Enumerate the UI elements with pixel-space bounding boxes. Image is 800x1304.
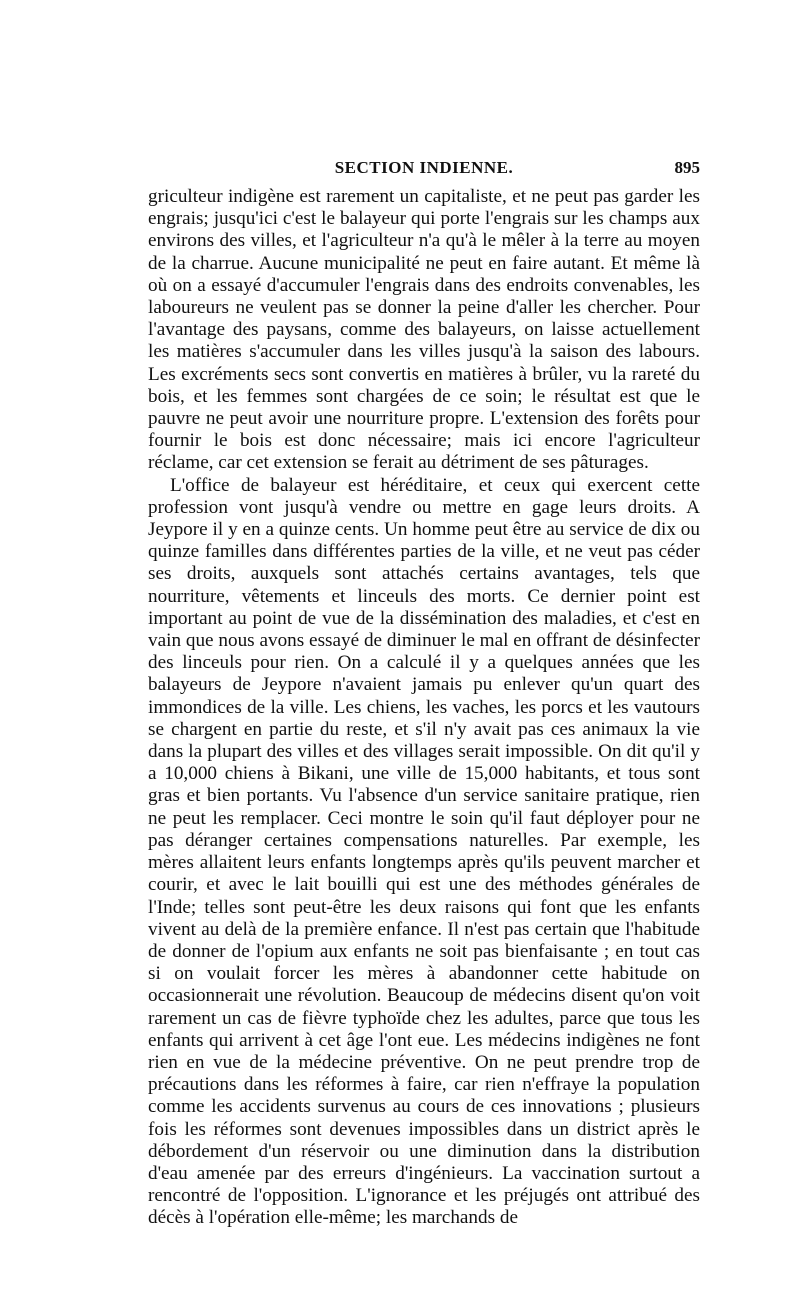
paragraph-balayeur: L'office de balayeur est héréditaire, et ceux qui exercent cette profession vont jusqu'à vendre ou mettre en gage leurs droits. A Jeypore il y en a quinze cents. Un homme peut être au service de dix ou quinze familles dans différentes parties de la ville, et ne veut pas céder ses droits, auxquels sont attachés certains avantages, tels que nourriture, vêtements et linceuls des morts. Ce dernier point est important au point de vue de la dissémination des maladies, et c'est en vain que nous avons essayé de diminuer le mal en offrant de désinfecter des linceuls pour rien. On a calculé il y a quelques années que les balayeurs de Jeypore n'avaient jamais pu enlever qu'un quart des immondices de la ville. Les chiens, les vaches, les porcs et les vautours se chargent en partie du reste, et s'il n'y avait pas ces animaux la vie dans la plupart des villes et des villages serait impossible. On dit qu'il y a 10,000 chiens à Bikani, une ville de 15,000 habitants, et tous sont gras et bien portants. Vu l'absence d'un service sanitaire pratique, rien ne peut les remplacer. Ceci montre le soin qu'il faut déployer pour ne pas déranger certaines compensations naturelles. Par exemple, les mères allaitent leurs enfants longtemps après qu'ils peuvent marcher et courir, et avec le lait bouilli qui est une des méthodes générales de l'Inde; telles sont peut-être les deux raisons qui font que les enfants vivent au delà de la première enfance. Il n'est pas certain que l'habitude de donner de l'opium aux enfants ne soit pas bienfaisante ; en tout cas si on voulait forcer les mères à abandonner cette habitude on occasionnerait une révolution. Beaucoup de médecins disent qu'on voit rarement un cas de fièvre typhoïde chez les adultes, parce que tous les enfants qui arrivent à cet âge l'ont eue. Les médecins indigènes ne font rien en vue de la médecine préventive. On ne peut prendre trop de précautions dans les réformes à faire, car rien n'effraye la population comme les accidents survenus au cours de ces innovations ; plusieurs fois les réformes sont devenues impossibles dans un district après le débordement d'un réservoir ou une diminution dans la distribution d'eau amenée par des erreurs d'ingénieurs. La vaccination surtout a rencontré de l'opposition. L'ignorance et les préjugés ont attribué des décès à l'opération elle-même; les marchands de bbox=[148, 474, 700, 1229]
running-title: SECTION INDIENNE. bbox=[334, 158, 514, 177]
paragraph-engrais: griculteur indigène est rarement un capitaliste, et ne peut pas garder les engrais; jusqu'ici c'est le balayeur qui porte l'engrais sur les champs aux environs des villes, et l'agriculteur n'a qu'à le mêler à la terre au moyen de la charrue. Aucune municipalité ne peut en faire autant. Et même là où on a essayé d'accumuler l'engrais dans des endroits convenables, les laboureurs ne veulent pas se donner la peine d'aller les chercher. Pour l'avantage des paysans, comme des balayeurs, on laisse actuellement les matières s'accumuler dans les villes jusqu'à la saison des labours. Les excréments secs sont convertis en matières à brûler, vu la rareté du bois, et les femmes sont chargées de ce soin; le résultat est que le pauvre ne peut avoir une nourriture propre. L'extension des forêts pour fournir le bois est donc nécessaire; mais ici encore l'agriculteur réclame, car cet extension se ferait au détriment de ses pâturages. bbox=[148, 186, 700, 474]
page-number: 895 bbox=[674, 158, 700, 177]
body-text bbox=[148, 186, 700, 1230]
page-header bbox=[148, 158, 700, 184]
